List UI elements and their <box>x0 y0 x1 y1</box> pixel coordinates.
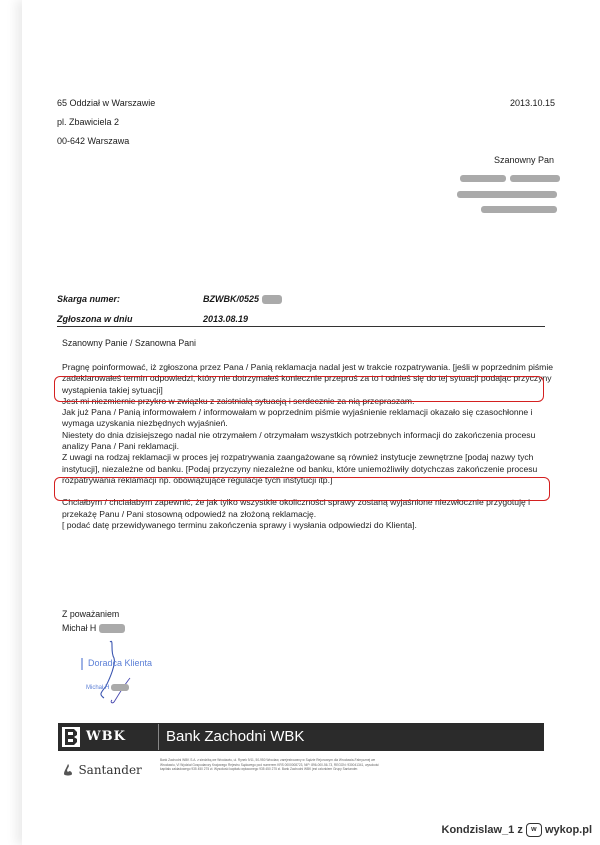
letter-date: 2013.10.15 <box>510 98 556 108</box>
signature-stamp <box>70 630 200 710</box>
footer-brand-short: WBK <box>86 729 126 744</box>
footer-divider <box>158 724 159 750</box>
redaction-block <box>460 175 506 182</box>
greeting: Szanowny Panie / Szanowna Pani <box>62 338 196 348</box>
redaction-block <box>262 295 282 304</box>
flame-icon <box>62 763 74 777</box>
redaction-block <box>481 206 557 213</box>
case-number-label: Skarga numer: <box>57 294 121 304</box>
redaction-block <box>457 191 557 198</box>
recipient-address-redacted <box>481 201 557 219</box>
redaction-block <box>510 175 560 182</box>
case-number-value: BZWBK/0525 <box>203 294 282 304</box>
paragraph: Z uwagi na rodzaj reklamacji w proces jej rozpatrywania zaangażowane są również instytucje zewnętrzne [podaj nazwy tych instytucji], niezależne od banku. [Podaj przyczyny niezależne od banku, które uniemożliwiły dotychczas zakończenie procesu rozpatrywania reklamacji np. obowiązujące regulacje tych instytucji itp.] <box>62 452 538 485</box>
paragraph: Niestety do dnia dzisiejszego nadal nie otrzymałem / otrzymałam wszystkich potrzebnych informacji do zakończenia procesu analizy Pana / Pani reklamacji. <box>62 429 536 452</box>
watermark-site: wykop.pl <box>544 823 592 836</box>
legal-small-print: Bank Zachodni WBK S.A. z siedzibą we Wrocławiu, ul. Rynek 9/11, 50-950 Wrocław, zarejestrowany w Sądzie Rejonowym dla Wrocławia-Fabrycznej we Wrocławiu, VI Wydział Gospodarczy Krajowego Rejestru Sądowego pod numerem KRS 0000008723, NIP: 896-000-56-73, REGON: 930041341, wysokość kapitału zakładowego 935 450 275 zł. Wysokość kapitału wpłaconego 935 450 275 zł. Bank Zachodni WBK jest członkiem Grupy Santander. <box>160 758 379 772</box>
redaction-block <box>111 684 129 691</box>
closing: Z poważaniem <box>62 609 120 619</box>
paragraph: Chciałbym / chciałabym zapewnić, że jak tylko wszystkie okoliczności sprawy zostaną wyjaśnione niezwłocznie przygotuję i przekażę Panu / Pani stosowną odpowiedź na złożoną reklamację. <box>62 497 531 519</box>
stamp-name: Michał H <box>86 684 129 691</box>
watermark-sep: z <box>517 823 523 836</box>
reported-date-label: Zgłoszona w dniu <box>57 314 133 324</box>
branch-city: 00-642 Warszawa <box>57 136 130 146</box>
wykop-logo-icon: w <box>526 823 542 837</box>
bzwbk-logo-icon <box>62 727 80 747</box>
paragraph: Jest mi niezmiernie przykro w związku z zaistniałą sytuacją i serdecznie za nią przepraszam. <box>62 395 415 406</box>
highlight-annotation <box>54 376 544 402</box>
reported-date-value: 2013.08.19 <box>203 314 249 324</box>
bank-name: Bank Zachodni WBK <box>166 728 305 745</box>
highlight-annotation <box>54 477 550 501</box>
branch-street: pl. Zbawiciela 2 <box>57 117 120 127</box>
signer-name: Michał H <box>62 623 125 633</box>
divider <box>57 326 545 327</box>
stamp-title: Doradca Klienta <box>88 658 153 668</box>
branch-name: 65 Oddział w Warszawie <box>57 98 156 108</box>
paragraph: Jak już Pana / Panią informowałem / informowałam w poprzednim piśmie wyjaśnienie reklamacji okazało się czasochłonne i wymaga uzyskania niezbędnych wyjaśnień. <box>62 407 533 429</box>
recipient-salutation: Szanowny Pan <box>494 155 555 165</box>
watermark-user: Kondzislaw_1 <box>441 823 515 836</box>
wykop-watermark <box>442 823 593 837</box>
paragraph: [ podać datę przewidywanego terminu zakończenia sprawy i wysłania odpowiedzi do Klienta]. <box>62 519 417 530</box>
paragraph: Pragnę poinformować, iż zgłoszona przez Pana / Panią reklamacja nadal jest w trakcie rozpatrywania. [jeśli w poprzednim piśmie zadeklarowałeś termin odpowiedzi, który nie dotrzymałeś koniecznie przeproś za to i odnieś się do tej sytuacji podając przyczyny wystąpienia takiej sytuacji] <box>62 362 554 395</box>
santander-logo <box>62 761 142 779</box>
santander-wordmark: Santander <box>78 763 142 777</box>
